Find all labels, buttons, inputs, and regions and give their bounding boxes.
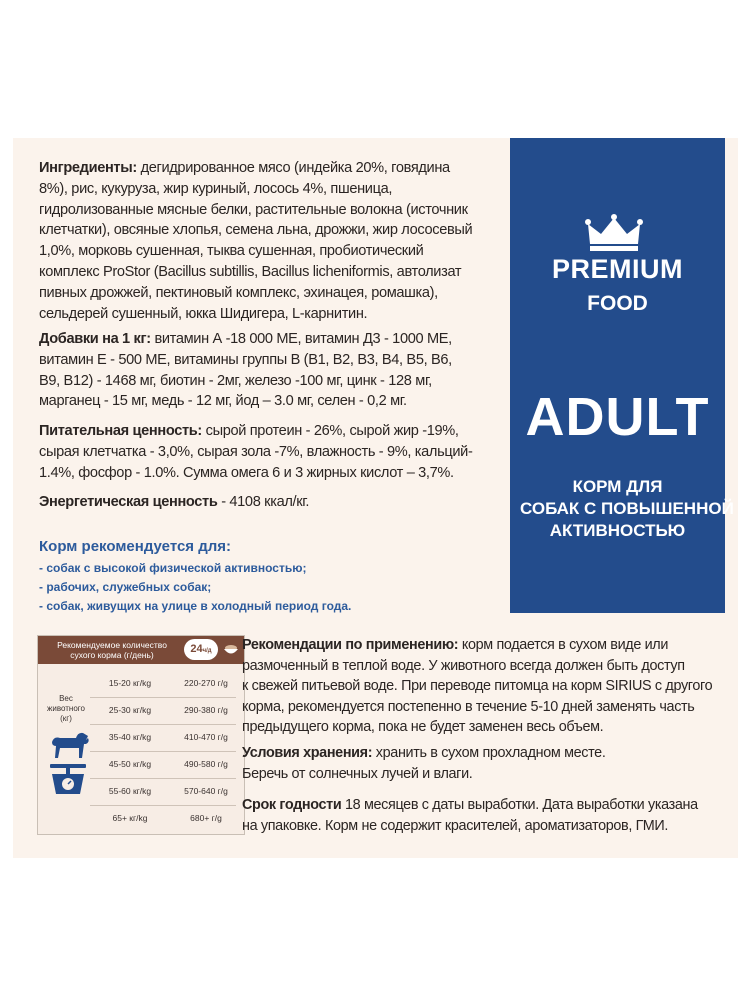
nutrition-line: сырой протеин - 26%, сырой жир -19%, bbox=[201, 423, 459, 439]
additives-line: В9, В12) - 1468 мг, биотин - 2мг, железо -100 мг, цинк - 128 мг, bbox=[39, 372, 432, 389]
badge-number: 24 bbox=[190, 643, 203, 655]
row-divider bbox=[90, 697, 236, 698]
badge-unit: ч/д bbox=[202, 648, 212, 654]
ingredients-label: Ингредиенты: bbox=[39, 160, 137, 176]
nutrition-line: 1.4%, фосфор - 1.0%. Сумма омега 6 и 3 жирных кислот – 3,7%. bbox=[39, 464, 454, 481]
row-grams: 570-640 г/g bbox=[184, 786, 228, 796]
energy-label: Энергетическая ценность bbox=[39, 494, 218, 510]
row-divider bbox=[90, 724, 236, 725]
additives-line: витамин А -18 000 МЕ, витамин Д3 - 1000 МЕ, bbox=[150, 331, 452, 347]
usage-line: к свежей питьевой воде. При переводе питомца на корм SIRIUS с другого bbox=[242, 678, 713, 695]
ingredients-line: 1,0%, морковь сушенная, тыква сушенная, пробиотический bbox=[39, 243, 424, 260]
food-label: FOOD bbox=[587, 292, 648, 315]
daily-badge bbox=[184, 639, 218, 660]
bowl-icon bbox=[223, 644, 239, 656]
shelf-life-section bbox=[242, 795, 698, 836]
usage-line: размоченный в теплой воде. У животного всегда должен быть доступ bbox=[242, 657, 685, 674]
row-grams: 490-580 г/g bbox=[184, 759, 228, 769]
weight-label bbox=[46, 694, 86, 724]
list-item: - рабочих, служебных собак; bbox=[39, 580, 212, 594]
ingredients-line: сельдерей сушенный, юкка Шидигера, L-карнитин. bbox=[39, 305, 368, 322]
product-name: ADULT bbox=[525, 387, 710, 447]
table-header-line: сухого корма (г/день) bbox=[70, 650, 154, 660]
ingredients-line: комплекс ProStor (Bacillus subtillis, Bacillus licheniformis, автолизат bbox=[39, 263, 462, 280]
weight-label-line: животного bbox=[47, 704, 85, 713]
row-weight: 65+ кг/kg bbox=[112, 813, 148, 823]
row-weight: 15-20 кг/kg bbox=[108, 678, 152, 688]
usage-line: корма, рекомендуется постепенно в течение 5-10 дней заменять часть bbox=[242, 698, 695, 715]
brand-panel bbox=[510, 138, 734, 613]
row-weight: 35-40 кг/kg bbox=[108, 732, 152, 742]
weight-label-line: Вес bbox=[59, 694, 73, 703]
nutrition-label: Питательная ценность: bbox=[39, 423, 202, 439]
energy-value: - 4108 ккал/кг. bbox=[217, 494, 310, 510]
shelf-life-label: Срок годности bbox=[242, 797, 342, 813]
table-header-line: Рекомендуемое количество bbox=[57, 640, 167, 650]
recommended-list bbox=[39, 559, 351, 616]
row-divider bbox=[90, 778, 236, 779]
table-row bbox=[88, 726, 238, 748]
row-grams: 680+ г/g bbox=[190, 813, 222, 823]
table-header-text bbox=[42, 640, 182, 660]
row-weight: 25-30 кг/kg bbox=[108, 705, 152, 715]
row-weight: 45-50 кг/kg bbox=[108, 759, 152, 769]
table-row bbox=[88, 672, 238, 694]
weight-label-line: (кг) bbox=[60, 714, 72, 723]
additives-line: марганец - 15 мг, медь - 12 мг, йод – 3.0 мг, селен - 0,2 мг. bbox=[39, 393, 407, 410]
table-row bbox=[88, 780, 238, 802]
usage-line: корм подается в сухом виде или bbox=[458, 637, 669, 653]
additives-label: Добавки на 1 кг: bbox=[39, 331, 151, 347]
feeding-table-header bbox=[38, 636, 244, 664]
table-row bbox=[88, 807, 238, 829]
row-divider bbox=[90, 751, 236, 752]
storage-line: Беречь от солнечных лучей и влаги. bbox=[242, 765, 473, 782]
row-weight: 55-60 кг/kg bbox=[108, 786, 152, 796]
ingredients-line: гидролизованные мясные белки, растительные волокна (источник bbox=[39, 201, 468, 218]
additives-section bbox=[39, 329, 452, 412]
storage-section bbox=[242, 743, 606, 784]
row-grams: 410-470 г/g bbox=[184, 732, 228, 742]
row-grams: 220-270 г/g bbox=[184, 678, 228, 688]
nutrition-section bbox=[39, 421, 472, 483]
product-tagline bbox=[520, 476, 734, 542]
dog-on-scale-icon bbox=[46, 732, 90, 800]
energy-section bbox=[39, 492, 309, 513]
usage-line: предыдущего корма, пока не будет заменен весь объем. bbox=[242, 719, 604, 736]
tagline-line: СОБАК С ПОВЫШЕННОЙ bbox=[520, 499, 734, 518]
table-row bbox=[88, 753, 238, 775]
row-divider bbox=[90, 805, 236, 806]
list-item: - собак с высокой физической активностью; bbox=[39, 561, 307, 575]
recommended-title: Корм рекомендуется для: bbox=[39, 538, 232, 555]
storage-label: Условия хранения: bbox=[242, 745, 373, 761]
usage-label: Рекомендации по применению: bbox=[242, 637, 459, 653]
ingredients-section bbox=[39, 158, 472, 324]
ingredients-line: 8%), рис, кукуруза, жир куриный, лосось 4%, пшеница, bbox=[39, 180, 393, 197]
feeding-table bbox=[37, 635, 245, 835]
tagline-line: КОРМ ДЛЯ bbox=[572, 477, 663, 496]
crown-icon bbox=[584, 214, 644, 254]
product-info-card bbox=[13, 138, 738, 858]
nutrition-line: сырая клетчатка - 3,0%, сырая зола -7%, влажность - 9%, кальций- bbox=[39, 443, 473, 460]
ingredients-line: пивных дрожжей, пектиновый комплекс, эхинацея, ромашка), bbox=[39, 284, 438, 301]
storage-line: хранить в сухом прохладном месте. bbox=[372, 745, 606, 761]
usage-section bbox=[242, 635, 712, 738]
table-row bbox=[88, 699, 238, 721]
additives-line: витамин Е - 500 МЕ, витамины группы В (В1, В2, В3, В4, В5, В6, bbox=[39, 351, 452, 368]
shelf-life-line: на упаковке. Корм не содержит красителей, ароматизаторов, ГМИ. bbox=[242, 817, 669, 834]
premium-label: PREMIUM bbox=[552, 254, 683, 284]
list-item: - собак, живущих на улице в холодный период года. bbox=[39, 599, 352, 613]
shelf-life-line: 18 месяцев с даты выработки. Дата выработки указана bbox=[341, 797, 698, 813]
ingredients-line: дегидрированное мясо (индейка 20%, говядина bbox=[136, 160, 450, 176]
ingredients-line: клетчатки), овсяные хлопья, семена льна, дрожжи, жир лососевый bbox=[39, 222, 473, 239]
row-grams: 290-380 г/g bbox=[184, 705, 228, 715]
tagline-line: АКТИВНОСТЬЮ bbox=[549, 521, 686, 540]
